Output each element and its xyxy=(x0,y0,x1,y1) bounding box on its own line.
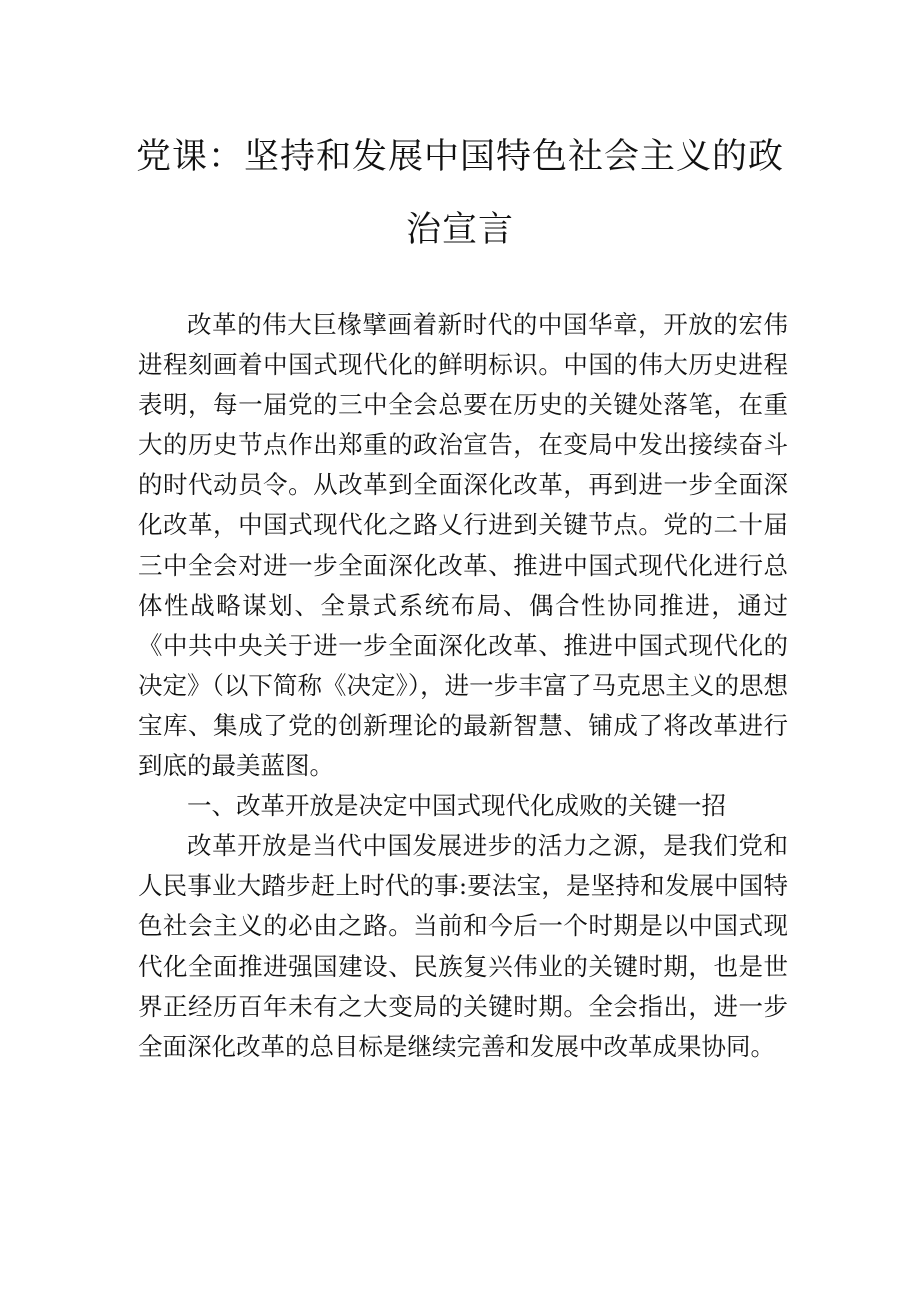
document-title-line-2: 治宣言 xyxy=(405,210,514,250)
paragraph-intro: 改革的伟大巨椽擘画着新时代的中国华章，开放的宏伟进程刻画着中国式现代化的鲜明标识。中国的伟大历史进程表明，每一届党的三中全会总要在历史的关键处落笔，在重大的历史节点作出郑重的政治宣告，在变局中发出接续奋斗的时代动员令。从改革到全面深化改革，再到进一步全面深化改革，中国式现代化之路乂行进到关键节点。党的二十届三中全会对进一步全面深化改革、推进中国式现代化进行总体性战略谋划、全景式系统布局、偶合性协同推进，通过《中共中央关于进一步全面深化改革、推进中国式现代化的决定》（以下简称《决定》），进一步丰富了马克思主义的思想宝库、集成了党的创新理论的最新智慧、铺成了将改革进行到底的最美蓝图。 xyxy=(138,310,788,781)
document-title-line-1: 党课：坚持和发展中国特色社会主义的政 xyxy=(135,137,784,177)
document-body xyxy=(138,305,788,1067)
paragraph-section-1: 改革开放是当代中国发展进步的活力之源，是我们党和人民事业大踏步赶上时代的事:要法宝，是坚持和发展中国特色社会主义的必由之路。当前和今后一个时期是以中国式现代化全面推进强国建设、民族复兴伟业的关键时期，也是世界正经历百年未有之大变局的关键时期。全会指出，进一步全面深化改革的总目标是继续完善和发展中改革成果协同。 xyxy=(138,831,788,1061)
section-heading-1: 一、改革开放是决定中国式现代化成败的关键一招 xyxy=(187,791,726,821)
